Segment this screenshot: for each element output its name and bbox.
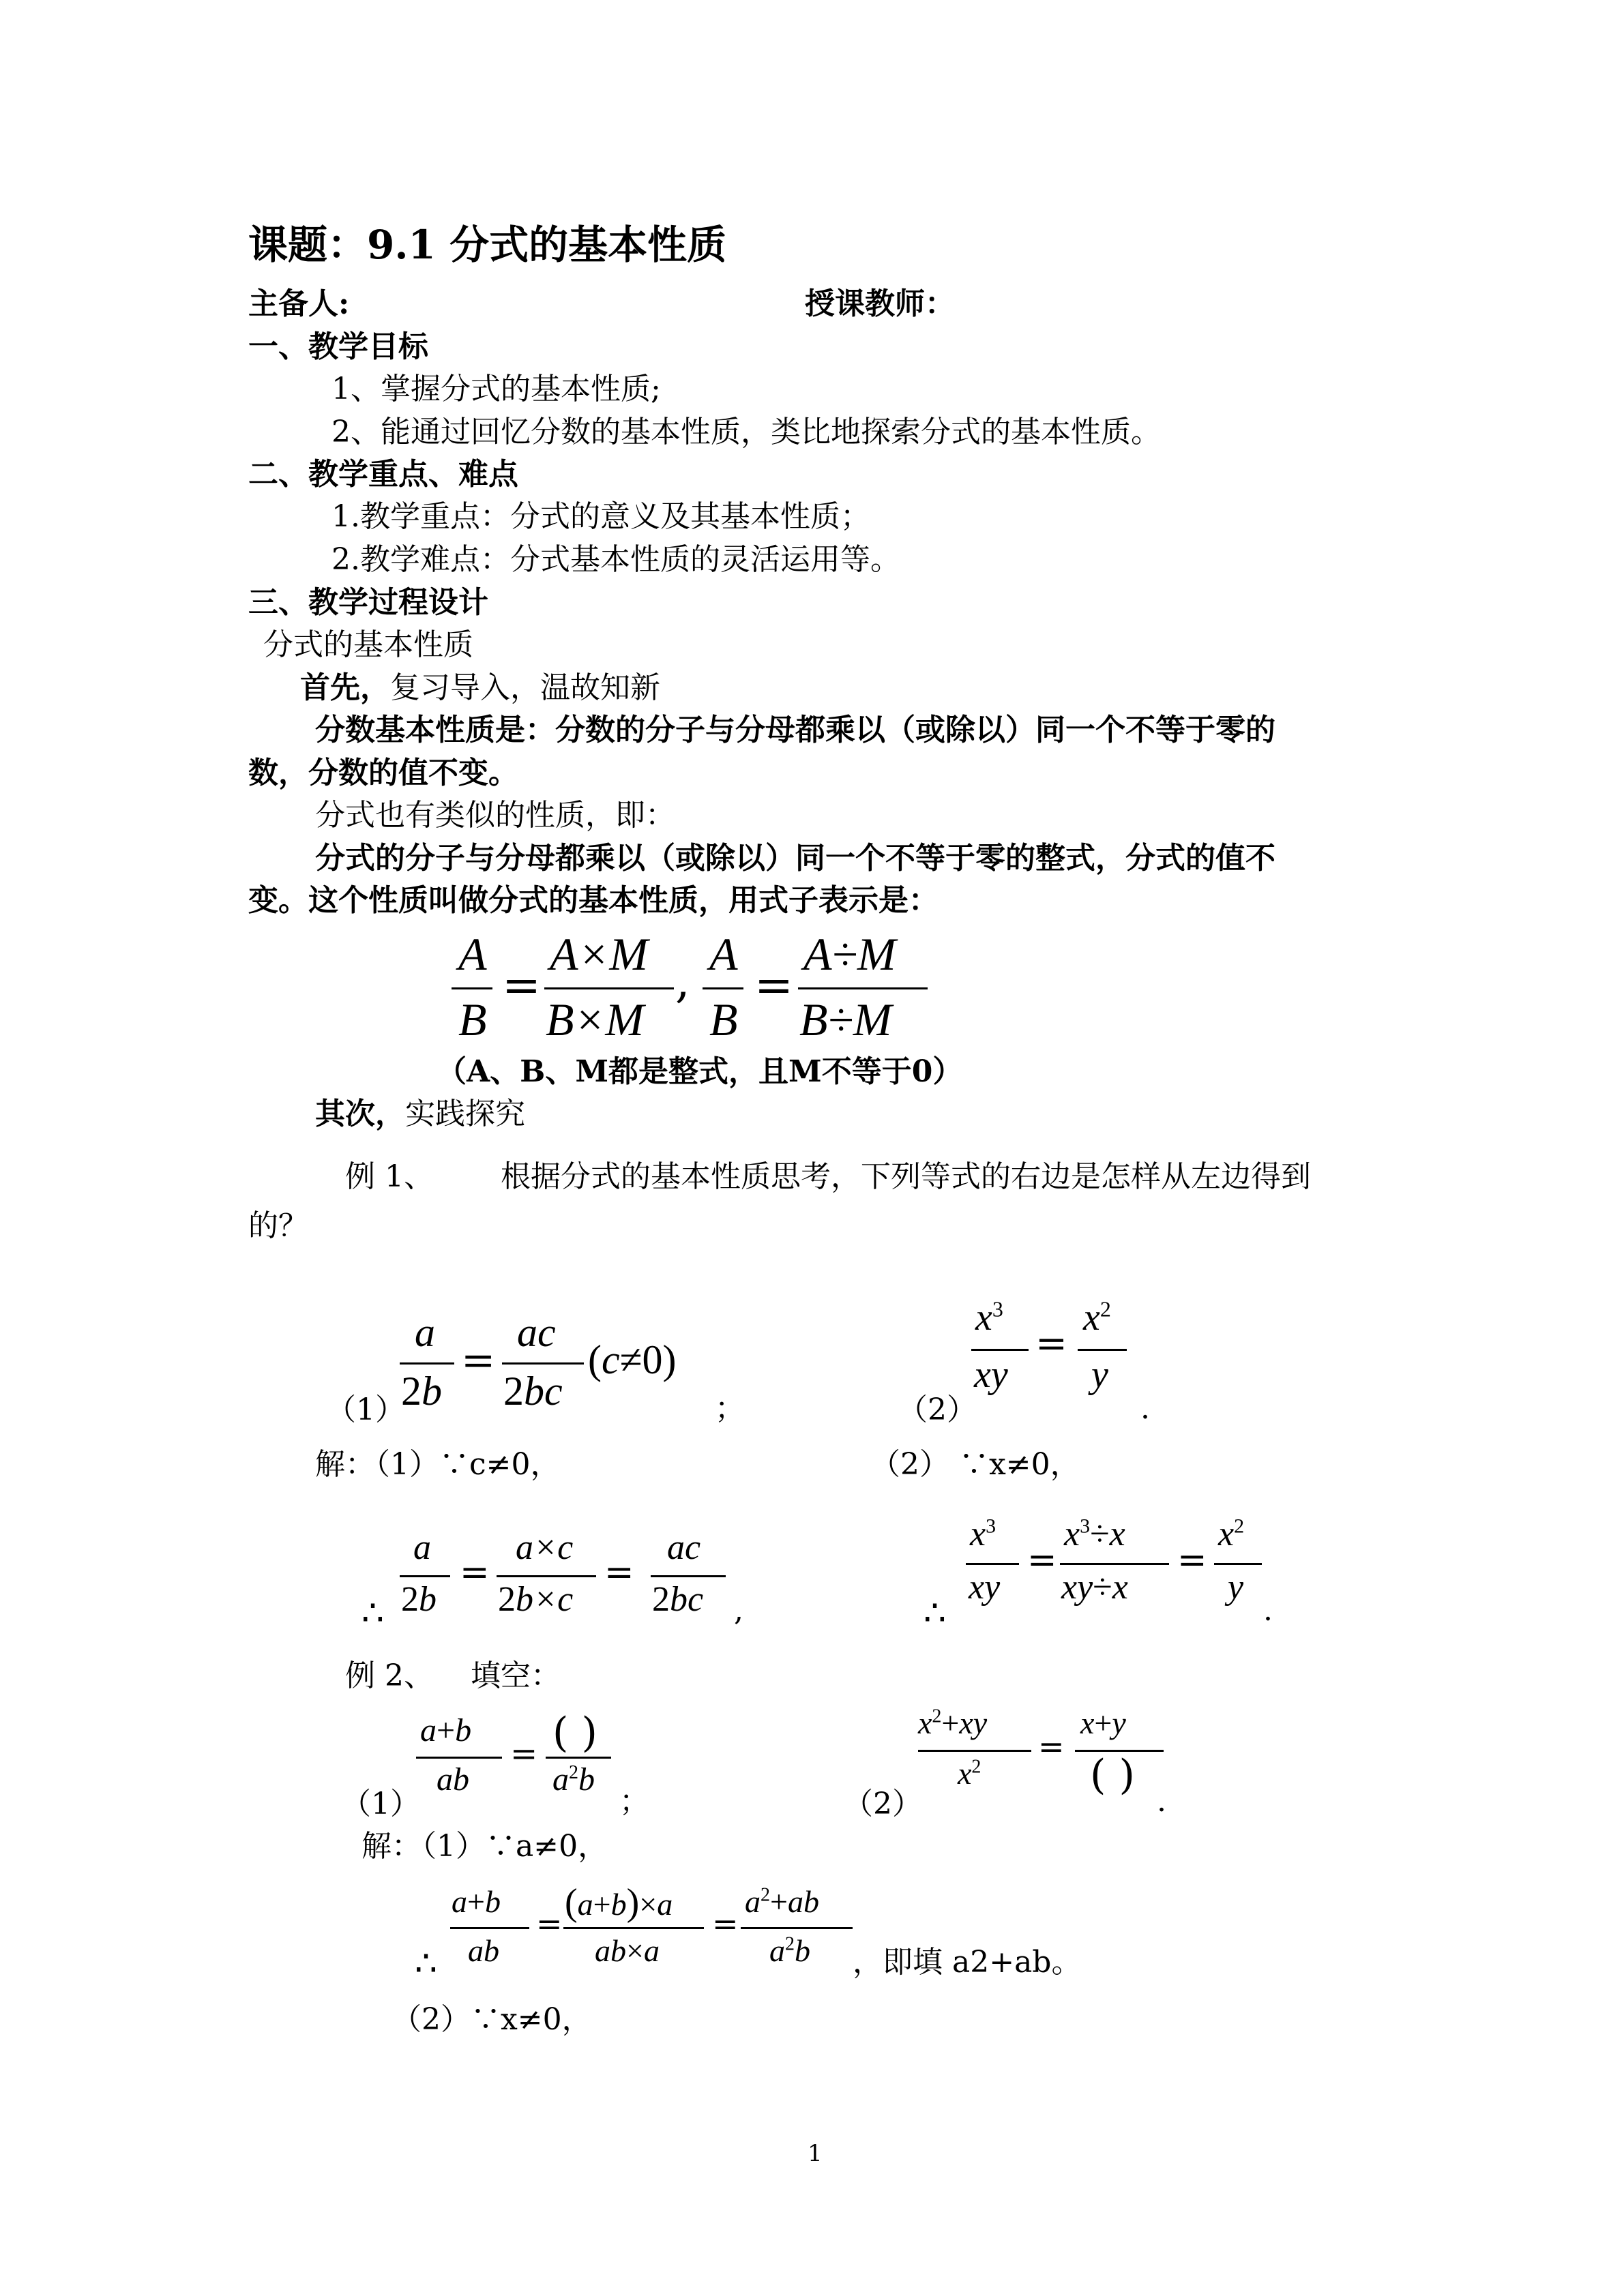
second-label: 其次， (315, 1097, 405, 1131)
example-task: 填空： (471, 1658, 561, 1693)
therefore-symbol: ∴ (415, 1943, 438, 1984)
punctuation: ； (715, 1391, 745, 1426)
basic-property-formula: A B = A×M B×M , A B = A÷M B÷M (443, 927, 962, 1050)
part-number: （1） (326, 1392, 405, 1427)
paragraph (315, 1097, 525, 1132)
page-number: 1 (808, 2140, 823, 2167)
condition-note: （A、B、M都是整式，且M不等于0） (437, 1054, 963, 1089)
page-title: 课题：9.1 分式的基本性质 (248, 222, 727, 268)
therefore-symbol: ∴ (361, 1593, 385, 1634)
paragraph: 分数基本性质是：分数的分子与分母都乘以（或除以）同一个不等于零的 (315, 713, 1275, 747)
section-heading: 一、教学目标 (248, 329, 428, 364)
goal-item: 1、掌握分式的基本性质; (331, 372, 661, 406)
ex1-solution-equation-1: a 2b = a×c 2b×c = ac 2bc (396, 1527, 750, 1637)
paragraph: 分式也有类似的性质，即： (315, 798, 675, 833)
example-question: 根据分式的基本性质思考，下列等式的右边是怎样从左边得到 (501, 1159, 1311, 1194)
punctuation: ； (619, 1784, 649, 1819)
key-point-item: 2.教学难点：分式基本性质的灵活运用等。 (331, 542, 900, 577)
example-question-cont: 的？ (248, 1208, 308, 1243)
ex2-solution-equation-1: a+b ab = (a+b)×a ab×a = $a^2+ab$ $a^2b$ (450, 1883, 859, 1986)
ex2-equation-2: $x^2+xy$ $x^2$ = x+y ( ) (918, 1705, 1177, 1814)
punctuation: , (734, 1593, 743, 1628)
paragraph (300, 670, 660, 706)
paragraph: 数，分数的值不变。 (248, 756, 518, 790)
ex1-equation-1: a 2b = ac 2bc (c≠0) (401, 1310, 677, 1414)
part-number: （1） (341, 1787, 420, 1821)
key-point-item: 1.教学重点：分式的意义及其基本性质； (331, 499, 870, 534)
example-label: 例 2、 (345, 1658, 434, 1693)
teacher-label: 授课教师： (805, 286, 955, 321)
solution-line: 解：（1）∵c≠0， (315, 1447, 561, 1482)
part-number: （2） (898, 1392, 977, 1427)
first-text: 复习导入，温故知新 (390, 670, 660, 705)
punctuation: . (1140, 1391, 1150, 1426)
section-heading: 二、教学重点、难点 (248, 457, 518, 492)
punctuation: . (1263, 1593, 1273, 1628)
preparer-label: 主备人: (248, 286, 350, 321)
answer-text: ，即填 a2+ab。 (853, 1945, 1082, 1980)
solution-line: （2） ∵x≠0， (870, 1447, 1080, 1482)
ex2-equation-1: a+b ab = ( ) $a^2b$ (416, 1712, 621, 1814)
ex1-equation-2: $x^3$ xy = $x^2$ y (969, 1296, 1160, 1412)
solution-line: 解：（1）∵a≠0， (361, 1829, 608, 1864)
solution-line: （2）∵x≠0， (392, 2002, 592, 2037)
example-label: 例 1、 (345, 1159, 434, 1194)
punctuation: . (1157, 1784, 1166, 1819)
therefore-symbol: ∴ (924, 1593, 947, 1634)
second-text: 实践探究 (405, 1097, 525, 1131)
subheading: 分式的基本性质 (263, 627, 473, 662)
part-number: （2） (843, 1787, 922, 1821)
first-label: 首先， (300, 670, 390, 705)
paragraph: 变。这个性质叫做分式的基本性质，用式子表示是： (248, 883, 939, 918)
paragraph: 分式的分子与分母都乘以（或除以）同一个不等于零的整式，分式的值不 (315, 841, 1275, 876)
section-heading: 三、教学过程设计 (248, 585, 488, 620)
ex1-solution-equation-2: $x^3$ xy = $x^3\div x$ xy÷x = $x^2$ y (962, 1514, 1275, 1623)
goal-item: 2、能通过回忆分数的基本性质，类比地探索分式的基本性质。 (331, 415, 1161, 449)
